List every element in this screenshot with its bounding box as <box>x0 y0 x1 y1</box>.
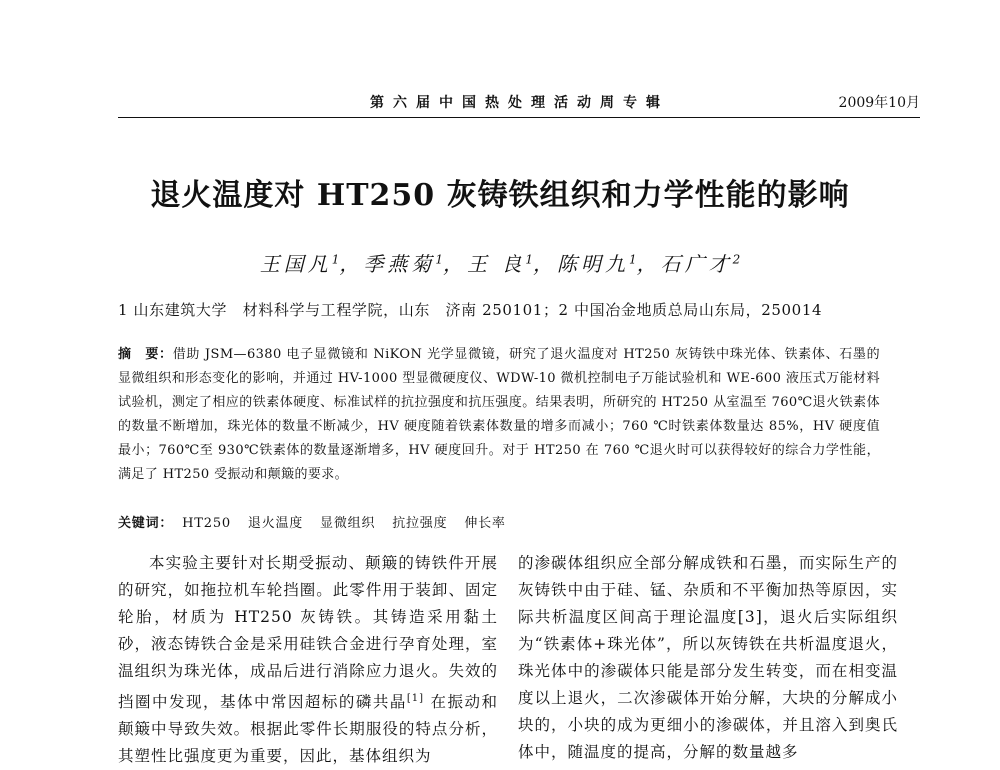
author-affil-mark: 2 <box>732 252 741 267</box>
keyword: 抗拉强度 <box>392 516 448 531</box>
author-affil-mark: 1 <box>331 252 340 267</box>
body-column-right: 的渗碳体组织应全部分解成铁和石墨，而实际生产的灰铸铁中由于硅、锰、杂质和不平衡加热等原因，实际共析温度区间高于理论温度[3]，退火后实际组织为“铁素体+珠光体”，所以灰铸铁在共析温度退火，珠光体中的渗碳体只能是部分发生转变，而在相变温度以上退火，二次渗碳体开始分解，大块的分解成小块的，小块的成为更细小的渗碳体，并且溶入到奥氏体中，随温度的提高，分解的数量越多 <box>518 554 898 761</box>
author-name: 陈明九 <box>557 252 629 276</box>
running-head <box>130 92 920 114</box>
author-affil-mark: 1 <box>629 252 637 267</box>
issue-date: 2009年10月 <box>838 95 920 111</box>
journal-series: 第六届中国热处理活动周专辑 <box>370 95 669 111</box>
paper-title: 退火温度对 HT250 灰铸铁组织和力学性能的影响 <box>150 178 850 213</box>
author-separator: ， <box>533 252 557 276</box>
keywords-label: 关键词： <box>118 516 174 531</box>
author-name: 王 良 <box>467 252 526 276</box>
author-separator: ， <box>443 252 467 276</box>
abstract-text: 借助 JSM—6380 电子显微镜和 NiKON 光学显微镜，研究了退火温度对 HT250 灰铸铁中珠光体、铁素体、石墨的显微组织和形态变化的影响，并通过 HV-1000 型显微硬度仪、WDW-10 微机控制电子万能试验机和 WE-600 液压式万能材料试验机，测定了相应的铁素体硬度、标准试样的抗拉强度和抗压强度。结果表明，所研究的 HT250 从室温至 760℃退火铁素体的数量不断增加，珠光体的数量不断减少，HV 硬度随着铁素体数量的增多而减小；760 ℃时铁素体数量达 85%，HV 硬度值最小；760℃至 930℃铁素体的数量逐渐增多，HV 硬度回升。对于 HT250 在 760 ℃退火时可以获得较好的综合力学性能，满足了 HT250 受振动和颠簸的要求。 <box>118 347 880 482</box>
body-column-left <box>118 550 498 770</box>
author-name: 石广才 <box>660 252 733 276</box>
citation-ref[interactable]: [1] <box>406 693 425 704</box>
author-separator: ， <box>339 252 364 276</box>
keywords <box>118 512 880 531</box>
keyword: HT250 <box>182 516 231 531</box>
abstract <box>118 343 880 487</box>
header-rule <box>118 117 920 118</box>
abstract-label: 摘 要： <box>118 347 173 362</box>
author-affil-mark: 1 <box>435 252 443 267</box>
author-name: 季燕菊 <box>363 252 436 276</box>
author-separator: ， <box>636 252 661 276</box>
keyword: 退火温度 <box>247 516 304 531</box>
author-name: 王国凡 <box>259 252 332 276</box>
author-affil-mark: 1 <box>525 252 533 267</box>
author-list <box>0 248 1000 277</box>
affiliations: 1 山东建筑大学 材料科学与工程学院，山东 济南 250101；2 中国冶金地质总局山东局，250014 <box>118 301 823 319</box>
body-left-text-cont: 在振动和颠簸中导致失效。根据此零件长期服役的特点分析，其塑性比强度更为重要，因此，基体组织为 <box>118 693 498 766</box>
body-left-text: 本实验主要针对长期受振动、颠簸的铸铁件开展的研究，如拖拉机车轮挡圈。此零件用于装卸、固定轮胎，材质为 HT250 灰铸铁。其铸造采用黏土砂，液态铸铁合金是采用硅铁合金进行孕育处理，室温组织为珠光体，成品后进行消除应力退火。失效的挡圈中发现，基体中常因超标的磷共晶 <box>118 554 498 712</box>
keyword: 显微组织 <box>320 516 376 531</box>
keyword: 伸长率 <box>464 516 506 531</box>
